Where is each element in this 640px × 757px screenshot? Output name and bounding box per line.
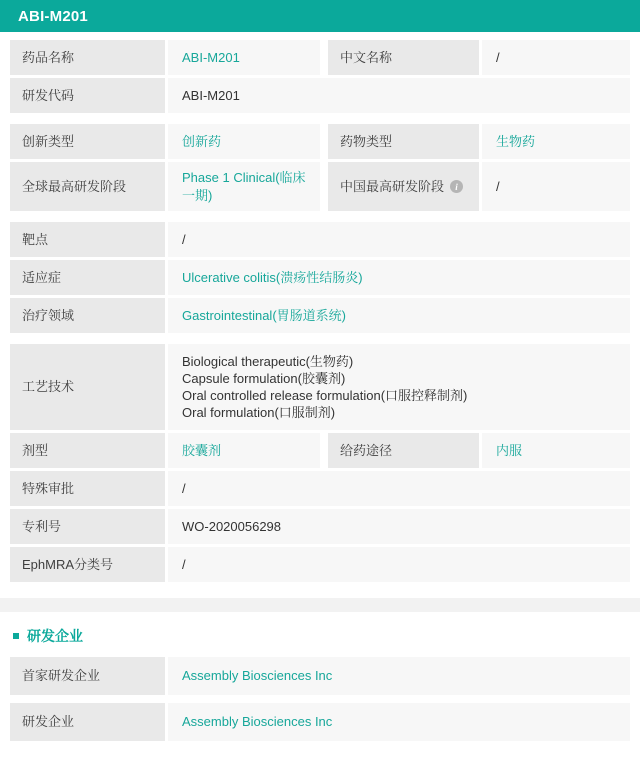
label-drug-name: 药品名称 (10, 40, 165, 75)
administration-route-link[interactable]: 内服 (496, 442, 523, 458)
table-row (10, 547, 630, 582)
value-first-rd-company (168, 657, 630, 695)
label-process-technology: 工艺技术 (10, 344, 165, 430)
label-ephmra-code: EphMRA分类号 (10, 547, 165, 582)
table-row (10, 433, 630, 468)
global-stage-link[interactable]: Phase 1 Clinical(临床一期) (182, 170, 306, 203)
block-type-stage (10, 124, 630, 211)
label-target: 靶点 (10, 222, 165, 257)
value-special-approval: / (168, 471, 630, 506)
label-special-approval: 特殊审批 (10, 471, 165, 506)
label-rd-code: 研发代码 (10, 78, 165, 113)
block-indication (10, 222, 630, 333)
table-row (10, 78, 630, 113)
indication-link[interactable]: Ulcerative colitis(溃疡性结肠炎) (182, 269, 363, 285)
page-header (0, 0, 640, 32)
value-drug-name (168, 40, 320, 75)
drug-type-link[interactable]: 生物药 (496, 133, 536, 149)
value-ephmra-code: / (168, 547, 630, 582)
value-target: / (168, 222, 630, 257)
rd-company-link[interactable]: Assembly Biosciences Inc (182, 714, 333, 730)
value-administration-route (482, 433, 630, 468)
table-row (10, 344, 630, 430)
label-innovation-type: 创新类型 (10, 124, 165, 159)
innovation-type-link[interactable]: 创新药 (182, 133, 222, 149)
label-first-rd-company: 首家研发企业 (10, 657, 165, 695)
dosage-form-link[interactable]: 胶囊剂 (182, 442, 222, 458)
value-patent-number: WO-2020056298 (168, 509, 630, 544)
section-divider (0, 598, 640, 612)
table-row (10, 509, 630, 544)
first-rd-company-link[interactable]: Assembly Biosciences Inc (182, 668, 333, 684)
label-china-highest-rd-stage: 中国最高研发阶段 i (328, 162, 479, 211)
table-row (10, 124, 630, 159)
process-technology-line: Oral controlled release formulation(口服控释制剂) (182, 388, 468, 404)
drug-detail-table (10, 40, 630, 582)
table-row (10, 222, 630, 257)
label-indication: 适应症 (10, 260, 165, 295)
section-bullet-icon (13, 633, 19, 639)
value-rd-code: ABI-M201 (168, 78, 630, 113)
label-rd-company: 研发企业 (10, 703, 165, 741)
label-dosage-form: 剂型 (10, 433, 165, 468)
therapeutic-area-link[interactable]: Gastrointestinal(胃肠道系统) (182, 307, 346, 323)
rd-companies-heading (13, 626, 640, 646)
value-indication (168, 260, 630, 295)
label-drug-type: 药物类型 (328, 124, 479, 159)
table-row (10, 471, 630, 506)
section-title: 研发企业 (27, 628, 83, 645)
table-row (10, 703, 630, 741)
value-rd-company (168, 703, 630, 741)
label-global-highest-rd-stage: 全球最高研发阶段 (10, 162, 165, 211)
label-chinese-name: 中文名称 (328, 40, 479, 75)
value-global-highest-rd-stage (168, 162, 320, 211)
process-technology-line: Capsule formulation(胶囊剂) (182, 371, 346, 387)
value-china-highest-rd-stage: / (482, 162, 630, 211)
table-row (10, 260, 630, 295)
info-icon[interactable]: i (450, 180, 463, 193)
process-technology-line: Oral formulation(口服制剂) (182, 405, 336, 421)
page-title: ABI-M201 (18, 7, 88, 25)
value-drug-type (482, 124, 630, 159)
drug-name-link[interactable]: ABI-M201 (182, 49, 240, 65)
rd-companies-table (10, 657, 630, 741)
value-innovation-type (168, 124, 320, 159)
table-row (10, 298, 630, 333)
label-patent-number: 专利号 (10, 509, 165, 544)
block-formulation (10, 344, 630, 582)
value-process-technology (168, 344, 630, 430)
label-therapeutic-area: 治疗领域 (10, 298, 165, 333)
value-dosage-form (168, 433, 320, 468)
block-names (10, 40, 630, 113)
value-therapeutic-area (168, 298, 630, 333)
process-technology-line: Biological therapeutic(生物药) (182, 354, 354, 370)
table-row (10, 162, 630, 211)
table-row (10, 40, 630, 75)
label-administration-route: 给药途径 (328, 433, 479, 468)
value-chinese-name: / (482, 40, 630, 75)
table-row (10, 657, 630, 695)
